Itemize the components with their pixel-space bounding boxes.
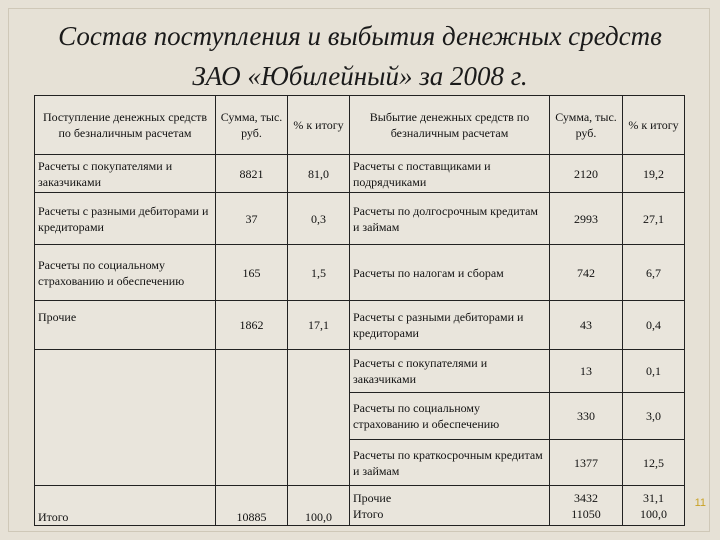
inflow-empty-cell	[216, 350, 288, 486]
table-row	[35, 155, 685, 193]
title-line-1: Состав поступления и выбытия денежных средств	[58, 21, 662, 51]
outflow-name: Расчеты с покупателями и заказчиками	[350, 350, 550, 393]
outflow-pct: 19,2	[623, 155, 685, 193]
inflow-sum: 37	[216, 193, 288, 245]
outflow-prochie-pct: 31,1	[643, 490, 664, 505]
inflow-name: Расчеты по социальному страхованию и обеспечению	[35, 245, 216, 301]
inflow-sum: 165	[216, 245, 288, 301]
outflow-sum: 1377	[550, 440, 623, 486]
table-row	[35, 193, 685, 245]
outflow-sum: 43	[550, 301, 623, 350]
inflow-pct: 0,3	[288, 193, 350, 245]
inflow-pct: 17,1	[288, 301, 350, 350]
inflow-total-pct: 100,0	[288, 486, 350, 526]
outflow-pct: 0,1	[623, 350, 685, 393]
outflow-total-label: Итого	[353, 506, 384, 521]
outflow-sum: 330	[550, 393, 623, 440]
table-row	[35, 245, 685, 301]
outflow-name: Расчеты по социальному страхованию и обеспечению	[350, 393, 550, 440]
slide-title	[0, 16, 720, 96]
outflow-last-name	[350, 486, 550, 526]
outflow-prochie-sum: 3432	[574, 490, 598, 505]
inflow-total-sum: 10885	[216, 486, 288, 526]
outflow-last-pct	[623, 486, 685, 526]
page-number: 11	[694, 497, 706, 509]
outflow-total-pct: 100,0	[640, 506, 667, 521]
table-row	[35, 350, 685, 393]
header-outflow-name: Выбытие денежных средств по безналичным расчетам	[350, 96, 550, 155]
outflow-pct: 27,1	[623, 193, 685, 245]
inflow-name: Прочие	[35, 301, 216, 350]
inflow-empty-cell	[288, 350, 350, 486]
inflow-name: Расчеты с разными дебиторами и кредиторами	[35, 193, 216, 245]
outflow-sum: 13	[550, 350, 623, 393]
outflow-pct: 0,4	[623, 301, 685, 350]
outflow-name: Расчеты по долгосрочным кредитам и займам	[350, 193, 550, 245]
outflow-name: Расчеты по налогам и сборам	[350, 245, 550, 301]
outflow-name: Расчеты по краткосрочным кредитам и займам	[350, 440, 550, 486]
title-line-2: ЗАО «Юбилейный» за 2008 г.	[192, 61, 528, 91]
outflow-total-sum: 11050	[571, 506, 601, 521]
inflow-name: Расчеты с покупателями и заказчиками	[35, 155, 216, 193]
outflow-sum: 2120	[550, 155, 623, 193]
table-row	[35, 301, 685, 350]
inflow-pct: 1,5	[288, 245, 350, 301]
outflow-sum: 742	[550, 245, 623, 301]
table-total-row	[35, 486, 685, 526]
outflow-sum: 2993	[550, 193, 623, 245]
header-outflow-sum: Сумма, тыс. руб.	[550, 96, 623, 155]
header-outflow-pct: % к итогу	[623, 96, 685, 155]
outflow-name: Расчеты с разными дебиторами и кредиторами	[350, 301, 550, 350]
inflow-empty-cell	[35, 350, 216, 486]
header-inflow-name: Поступление денежных средств по безналичным расчетам	[35, 96, 216, 155]
outflow-name: Расчеты с поставщиками и подрядчиками	[350, 155, 550, 193]
outflow-pct: 12,5	[623, 440, 685, 486]
outflow-pct: 6,7	[623, 245, 685, 301]
header-inflow-sum: Сумма, тыс. руб.	[216, 96, 288, 155]
outflow-last-sum	[550, 486, 623, 526]
inflow-sum: 1862	[216, 301, 288, 350]
cash-flow-table	[34, 95, 685, 526]
header-inflow-pct: % к итогу	[288, 96, 350, 155]
table-header-row	[35, 96, 685, 155]
inflow-pct: 81,0	[288, 155, 350, 193]
inflow-sum: 8821	[216, 155, 288, 193]
inflow-total-label: Итого	[35, 486, 216, 526]
outflow-prochie-label: Прочие	[353, 490, 392, 505]
outflow-pct: 3,0	[623, 393, 685, 440]
